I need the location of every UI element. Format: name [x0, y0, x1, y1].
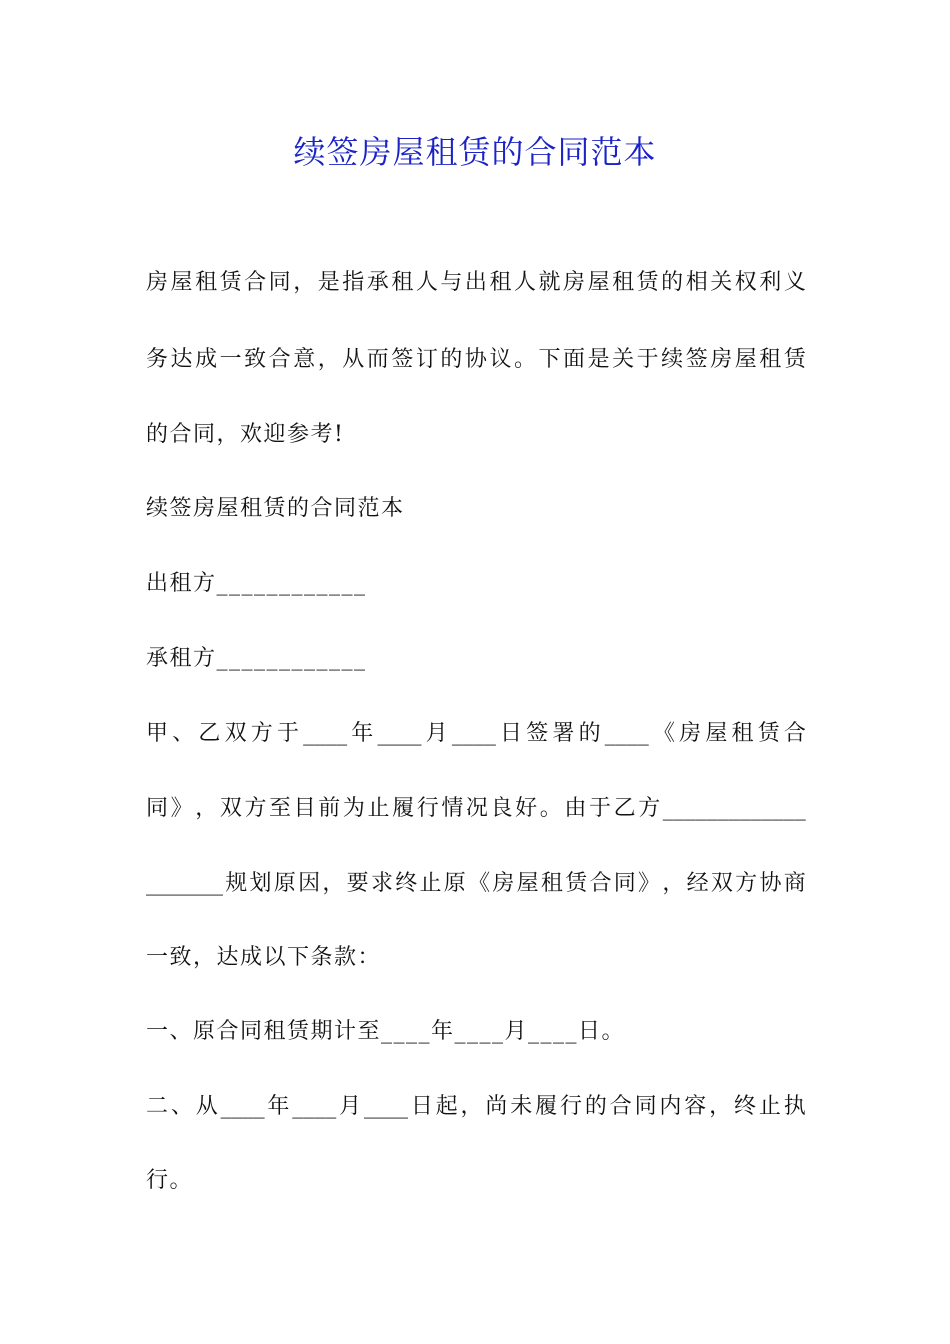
paragraph-line-2: 务 达 成 一 致 合 意 ， 从 而 签 订 的 协 议 。 下 面 是 关 于 续 签 房 屋 租 赁 — [146, 347, 806, 372]
paragraph-line-7: 甲 、 乙 双 方 于 ____ 年 ____ 月 ____ 日 签 署 的 ____ 《 房 屋 租 赁 合 — [146, 721, 806, 746]
paragraph-line-3: 的合同，欢迎参考! — [146, 422, 345, 447]
paragraph-line-10: 一致，达成以下条款： — [146, 945, 382, 970]
paragraph-line-8: 同 》 ， 双 方 至 目 前 为 止 履 行 情 况 良 好 。 由 于 乙 方 _____________ — [146, 796, 806, 821]
clause-2: 二 、 从 ____ 年 ____ 月 ____ 日 起 ， 尚 未 履 行 的 合 同 内 容 ， 终 止 执 — [146, 1094, 806, 1119]
clause-2-continued: 行。 — [146, 1168, 194, 1193]
clause-1: 一、原合同租赁期计至____年____月____日。 — [146, 1019, 626, 1044]
paragraph-line-9: _______ 规 划 原 因 ， 要 求 终 止 原 《 房 屋 租 赁 合 同 》 ， 经 双 方 协 商 — [146, 871, 806, 896]
document-title: 续签房屋租赁的合同范本 — [293, 133, 657, 171]
section-heading: 续签房屋租赁的合同范本 — [146, 496, 405, 521]
paragraph-line-1: 房 屋 租 赁 合 同 ， 是 指 承 租 人 与 出 租 人 就 房 屋 租 赁 的 相 关 权 利 义 — [146, 270, 806, 295]
lessor-line: 出租方____________ — [146, 571, 367, 596]
lessee-line: 承租方____________ — [146, 646, 367, 671]
